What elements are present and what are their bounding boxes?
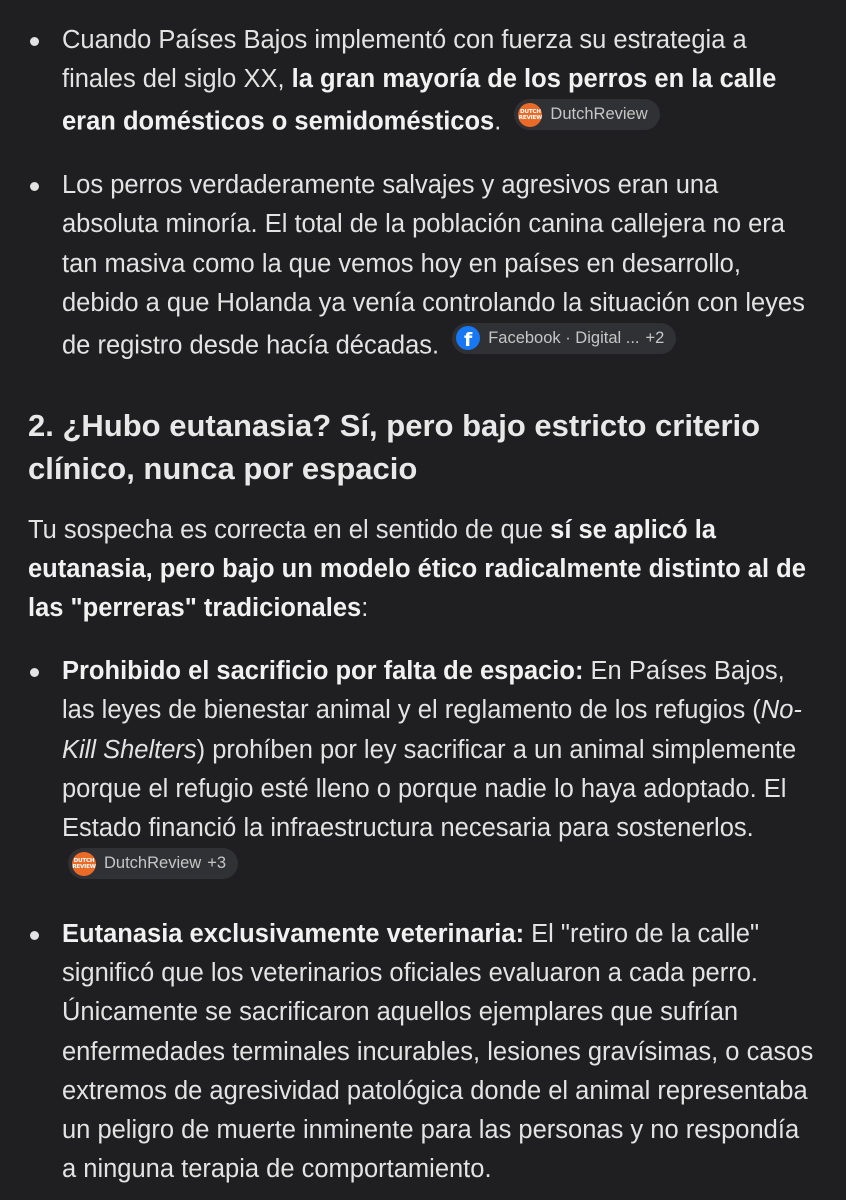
dutchreview-logo-icon: DUTCH REVIEW [72,852,96,876]
source-chip-count: +3 [207,854,227,873]
bullet-text-end: . [494,107,502,136]
bullet-bold-lead: Prohibido el sacrificio por falta de espacio: [62,657,584,686]
bullet-bold-lead: Eutanasia exclusivamente veterinaria: [62,919,525,948]
source-chip-label: DutchReview [104,854,202,873]
bullet-dot [30,931,39,940]
bullet-bold-text: la gran mayoría de los perros en la calle eran domésticos o semidomésticos [62,65,777,136]
intro-paragraph [28,511,820,629]
source-chip-dutchreview[interactable] [514,99,659,130]
source-chip-facebook[interactable] [452,323,676,354]
source-chip-dutchreview[interactable] [68,848,238,879]
source-chip-count: +2 [645,328,665,347]
bullet-text: En Países Bajos, las leyes de bienestar animal y el reglamento de los refugios ( [62,657,785,725]
bullet-dot [30,37,39,46]
intro-text-end: : [361,594,369,623]
source-chip-label: Facebook · Digital ... [488,328,640,347]
list-item [28,652,820,891]
section-heading: 2. ¿Hubo eutanasia? Sí, pero bajo estricto criterio clínico, nunca por espacio [28,407,761,486]
bullet-list-bottom [28,652,820,1189]
bullet-text: El "retiro de la calle" significó que los veterinarios oficiales evaluaron a cada perro. Únicamente se sacrificaron aquellos ejemplares que sufrían enfermedades terminales incurables, lesiones gravísimas, o casos extremos de agresividad patológica donde el animal representaba un peligro de muerte inminente para las personas y no respondía a ninguna terapia de comportamiento. [62,919,814,1184]
intro-text: Tu sospecha es correcta en el sentido de que [28,515,551,544]
intro-bold-text: sí se aplicó la eutanasia, pero bajo un modelo ético radicalmente distinto al de las "perreras" tradicionales [28,515,806,623]
bullet-text-end: ) prohíben por ley sacrificar a un animal simplemente porque el refugio esté lleno o porque nadie lo haya adoptado. El Estado financió la infraestructura necesaria para sostenerlos. [62,735,797,843]
list-item [28,915,820,1189]
list-item [28,21,820,142]
source-chip-label: DutchReview [550,105,648,124]
bullet-dot [30,668,39,677]
dutchreview-logo-icon: DUTCH REVIEW [518,103,542,127]
bullet-text: Cuando Países Bajos implementó con fuerza su estrategia a finales del siglo XX, [62,26,747,94]
bullet-list-top [28,21,820,366]
bullet-dot [30,182,39,191]
bullet-text: Los perros verdaderamente salvajes y agresivos eran una absoluta minoría. El total de la población canina callejera no era tan masiva como la que vemos hoy en países en desarrollo, debido a que Holanda ya venía controlando la situación con leyes de registro desde hacía décadas. [62,171,805,360]
list-item [28,166,820,366]
facebook-icon: f [456,326,480,350]
bullet-italic-text: No-Kill Shelters [62,696,802,764]
